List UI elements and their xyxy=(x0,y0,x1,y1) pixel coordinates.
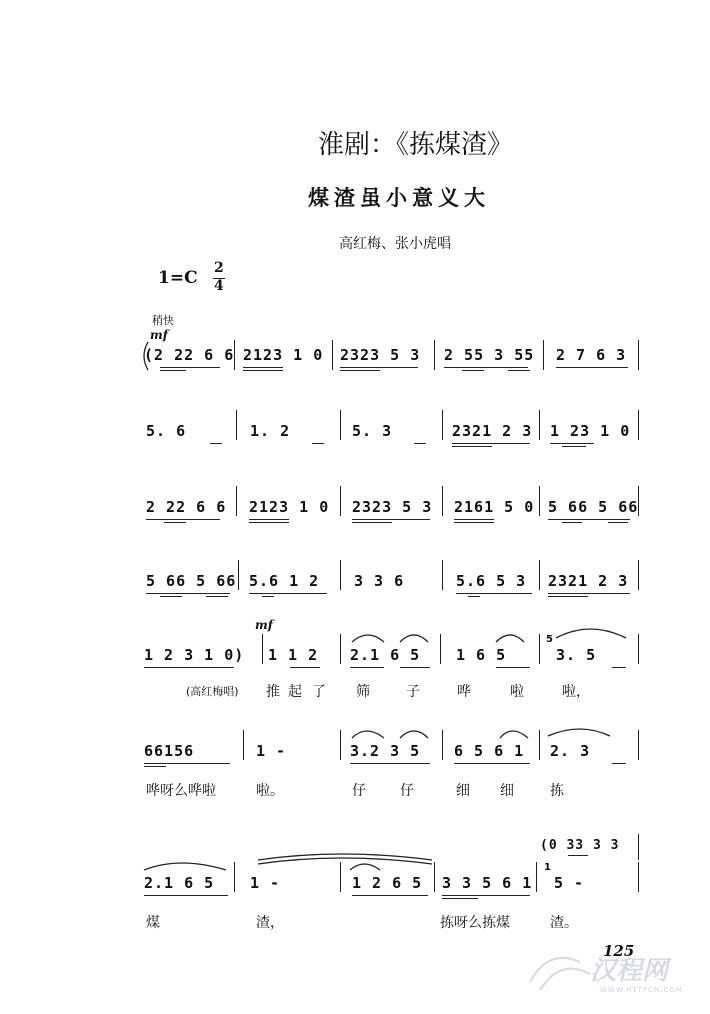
lyric: 推 xyxy=(266,684,280,700)
lyric: 拣呀么拣煤 xyxy=(440,915,510,931)
measure: 1 1 2 xyxy=(268,646,319,664)
measure: 3 3 6 xyxy=(354,572,405,590)
lyric: 哗呀么哗啦 xyxy=(146,783,216,799)
lyric: 渣， xyxy=(256,915,284,931)
singers-credit: 高红梅、张小虎唱 xyxy=(339,236,451,252)
measure: 2 7 6 3 xyxy=(556,346,627,364)
measure: (2 22 6 6 xyxy=(144,346,235,364)
grace-note: 5 xyxy=(546,634,553,645)
measure: 1 2 3 1 0) xyxy=(144,646,245,664)
measure: 6 5 6 1 xyxy=(454,742,525,760)
lyric: 啦。 xyxy=(256,783,284,799)
measure: 1 23 1 0 xyxy=(550,422,631,440)
measure: 3.2 3 5 xyxy=(350,742,421,760)
measure: 2321 2 3 xyxy=(548,572,629,590)
lyric: 起 xyxy=(288,684,302,700)
grace-note: 1 xyxy=(544,862,551,873)
measure: 5 66 5 66 xyxy=(548,498,639,516)
lyric: 子 xyxy=(406,684,420,700)
lyric: 细 xyxy=(456,783,470,799)
measure: 3. 5 xyxy=(556,646,597,664)
measure: 5.6 1 2 xyxy=(249,572,320,590)
lyric: 煤 xyxy=(146,915,160,931)
measure: 2323 5 3 xyxy=(340,346,421,364)
opera-title: 淮剧：《拣煤渣》 xyxy=(318,130,514,160)
measure: 5. 3 xyxy=(352,422,393,440)
measure: 3 3 5 6 1 xyxy=(442,874,533,892)
measure: 5 66 5 66 xyxy=(146,572,237,590)
measure: 1 - xyxy=(256,742,287,760)
ossia-passage: (0 33 3 3 xyxy=(540,838,620,853)
lyric: 啦 xyxy=(510,684,524,700)
key-signature: 1=C xyxy=(158,268,198,288)
song-title: 煤渣虽小意义大 xyxy=(308,186,490,210)
measure: 2 22 6 6 xyxy=(146,498,227,516)
measure: 1 - xyxy=(250,874,281,892)
lyric: 筛 xyxy=(356,684,370,700)
measure: 2. 3 xyxy=(550,742,591,760)
measure: 2161 5 0 xyxy=(454,498,535,516)
time-signature-top: 2 xyxy=(214,260,224,276)
measure: 2 55 3 55 xyxy=(444,346,535,364)
tempo-marking: 稍快 xyxy=(152,314,174,327)
measure: 2.1 6 5 xyxy=(350,646,421,664)
lyric-role-label: (高红梅唱) xyxy=(186,685,239,698)
measure: 2323 5 3 xyxy=(352,498,433,516)
lyric: 拣 xyxy=(550,783,564,799)
time-signature-bottom: 4 xyxy=(214,278,224,294)
lyric: 渣。 xyxy=(550,915,578,931)
measure: 5 - xyxy=(554,874,585,892)
dynamic-marking-intro: mf xyxy=(150,328,168,342)
lyric: 仔 xyxy=(400,783,414,799)
measure: 1 2 6 5 xyxy=(352,874,423,892)
lyric: 仔 xyxy=(352,783,366,799)
measure: 2123 1 0 xyxy=(249,498,330,516)
lyric: 了 xyxy=(312,684,326,700)
lyric: 细 xyxy=(500,783,514,799)
measure: 5. 6 xyxy=(146,422,187,440)
lyric: 哗 xyxy=(457,684,471,700)
watermark-url: WWW.HTTPCN.COM xyxy=(600,986,683,994)
dynamic-marking-vocal: mf xyxy=(255,618,273,632)
watermark-logo: 汉程网 xyxy=(590,956,669,986)
lyric: 啦， xyxy=(562,684,590,700)
measure: 1. 2 xyxy=(250,422,291,440)
measure: 2123 1 0 xyxy=(243,346,324,364)
measure: 5.6 5 3 xyxy=(456,572,527,590)
page-number: 125 xyxy=(603,942,635,960)
measure: 2321 2 3 xyxy=(452,422,533,440)
measure: 2.1 6 5 xyxy=(144,874,215,892)
measure: 66156 xyxy=(144,742,195,760)
measure: 1 6 5 xyxy=(456,646,507,664)
